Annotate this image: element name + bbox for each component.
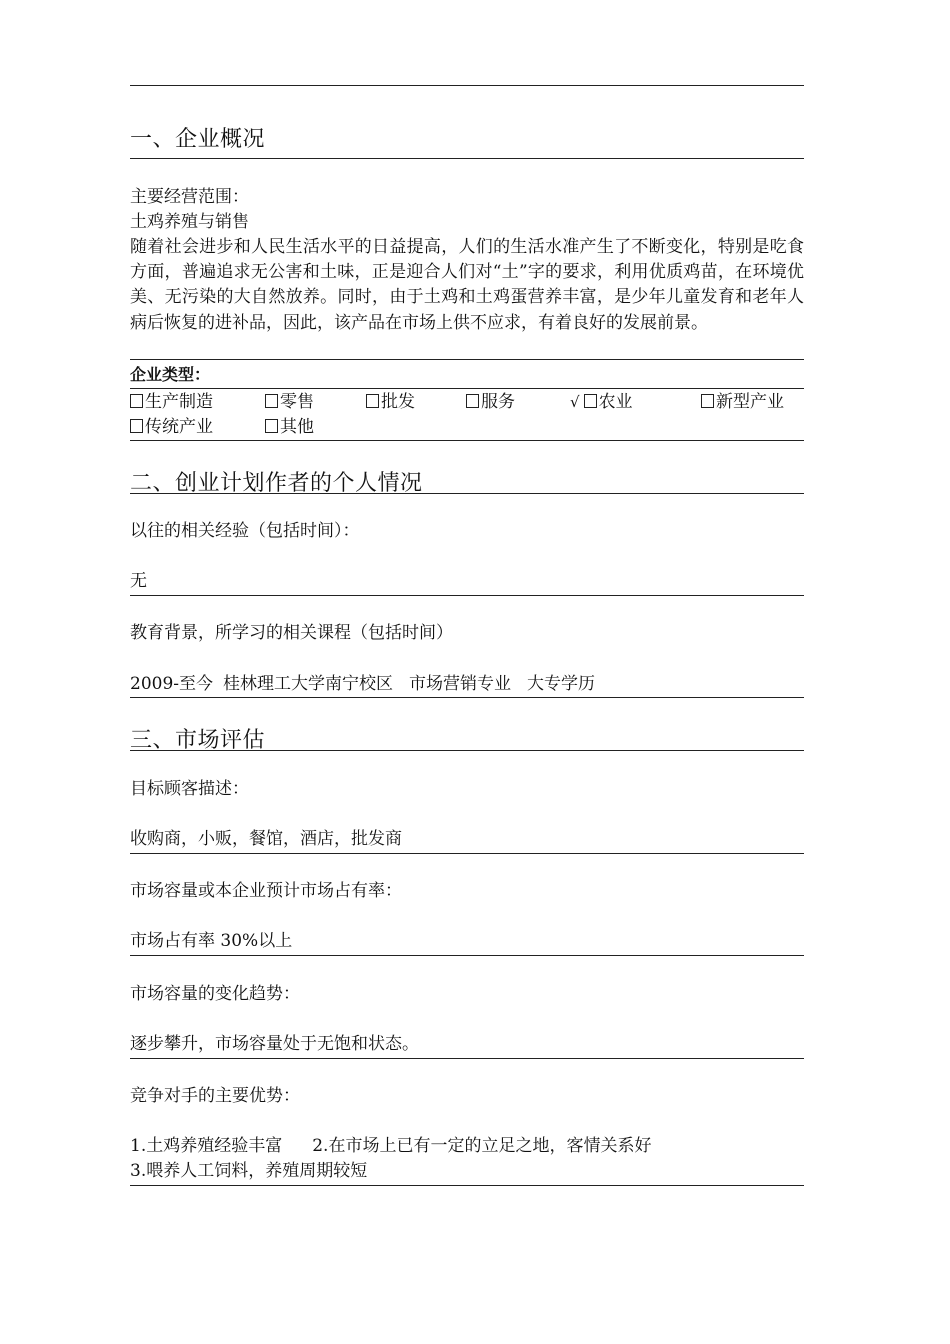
field-divider: [130, 955, 804, 956]
company-description: 随着社会进步和人民生活水平的日益提高，人们的生活水准产生了不断变化，特别是吃食方面，普遍追求无公害和土味，正是迎合人们对“土”字的要求，利用优质鸡苗，在环境优美、无污染的大自然放养。同时，由于土鸡和土鸡蛋营养丰富，是少年儿童发育和老年人病后恢复的进补品，因此，该产品在市场上供不应求，有着良好的发展前景。: [130, 237, 804, 333]
target-customers-value: 收购商，小贩，餐馆，酒店，批发商: [130, 829, 402, 849]
field-divider: [130, 853, 804, 854]
checkbox-icon: [130, 419, 143, 433]
section-divider: [130, 158, 804, 159]
market-trend-value: 逐步攀升，市场容量处于无饱和状态。: [130, 1034, 419, 1054]
checkbox-icon: [130, 394, 143, 408]
market-trend-label: 市场容量的变化趋势：: [130, 984, 300, 1004]
section-divider: [130, 493, 804, 494]
checkbox-icon: [701, 394, 714, 408]
field-divider: [130, 359, 804, 360]
type-option-agriculture[interactable]: √ 农业: [570, 390, 633, 415]
competitor-advantage-item: 2.在市场上已有一定的立足之地，客情关系好: [312, 1136, 652, 1156]
market-capacity-value: 市场占有率 30%以上: [130, 931, 293, 951]
type-option-wholesale[interactable]: 批发: [366, 390, 415, 415]
checkbox-icon: [584, 394, 597, 408]
checkbox-icon: [265, 419, 278, 433]
type-option-retail[interactable]: 零售: [265, 390, 314, 415]
experience-label: 以往的相关经验（包括时间）：: [130, 521, 360, 541]
section-divider: [130, 750, 804, 751]
type-option-traditional-industry[interactable]: 传统产业: [130, 415, 213, 440]
education-value: [130, 672, 595, 697]
education-degree: 大专学历: [527, 674, 596, 694]
business-scope-value: 土鸡养殖与销售: [130, 212, 249, 232]
checkmark-icon: √: [570, 393, 580, 411]
business-scope-label: 主要经营范围：: [130, 187, 249, 207]
checkbox-icon: [366, 394, 379, 408]
type-option-manufacturing[interactable]: 生产制造: [130, 390, 213, 415]
checkbox-icon: [265, 394, 278, 408]
competitor-advantage-item: 1.土鸡养殖经验丰富: [130, 1136, 283, 1156]
competitor-advantages-line-1: [130, 1134, 651, 1159]
field-divider: [130, 1058, 804, 1059]
type-option-service[interactable]: 服务: [466, 390, 515, 415]
section-heading-author-profile: 二、创业计划作者的个人情况: [130, 471, 423, 496]
field-divider: [130, 697, 804, 698]
experience-value: 无: [130, 571, 147, 591]
field-divider: [130, 440, 804, 441]
type-option-emerging-industry[interactable]: 新型产业: [701, 390, 784, 415]
education-school: 桂林理工大学南宁校区: [223, 674, 394, 694]
field-divider: [130, 595, 804, 596]
checkbox-icon: [466, 394, 479, 408]
field-divider: [130, 1185, 804, 1186]
section-heading-market-assessment: 三、市场评估: [130, 728, 266, 753]
market-capacity-label: 市场容量或本企业预计市场占有率：: [130, 881, 402, 901]
type-option-other[interactable]: 其他: [265, 415, 314, 440]
education-major: 市场营销专业: [409, 674, 512, 694]
competitor-advantages-label: 竞争对手的主要优势：: [130, 1086, 300, 1106]
field-divider: [130, 388, 804, 389]
section-heading-company-overview: 一、企业概况: [130, 127, 266, 152]
target-customers-label: 目标顾客描述：: [130, 779, 249, 799]
top-divider: [130, 85, 804, 86]
company-type-label: 企业类型：: [130, 365, 211, 384]
education-period: 2009-至今: [130, 674, 214, 694]
competitor-advantage-item: 3.喂养人工饲料，养殖周期较短: [130, 1161, 368, 1181]
education-label: 教育背景，所学习的相关课程（包括时间）: [130, 623, 453, 643]
